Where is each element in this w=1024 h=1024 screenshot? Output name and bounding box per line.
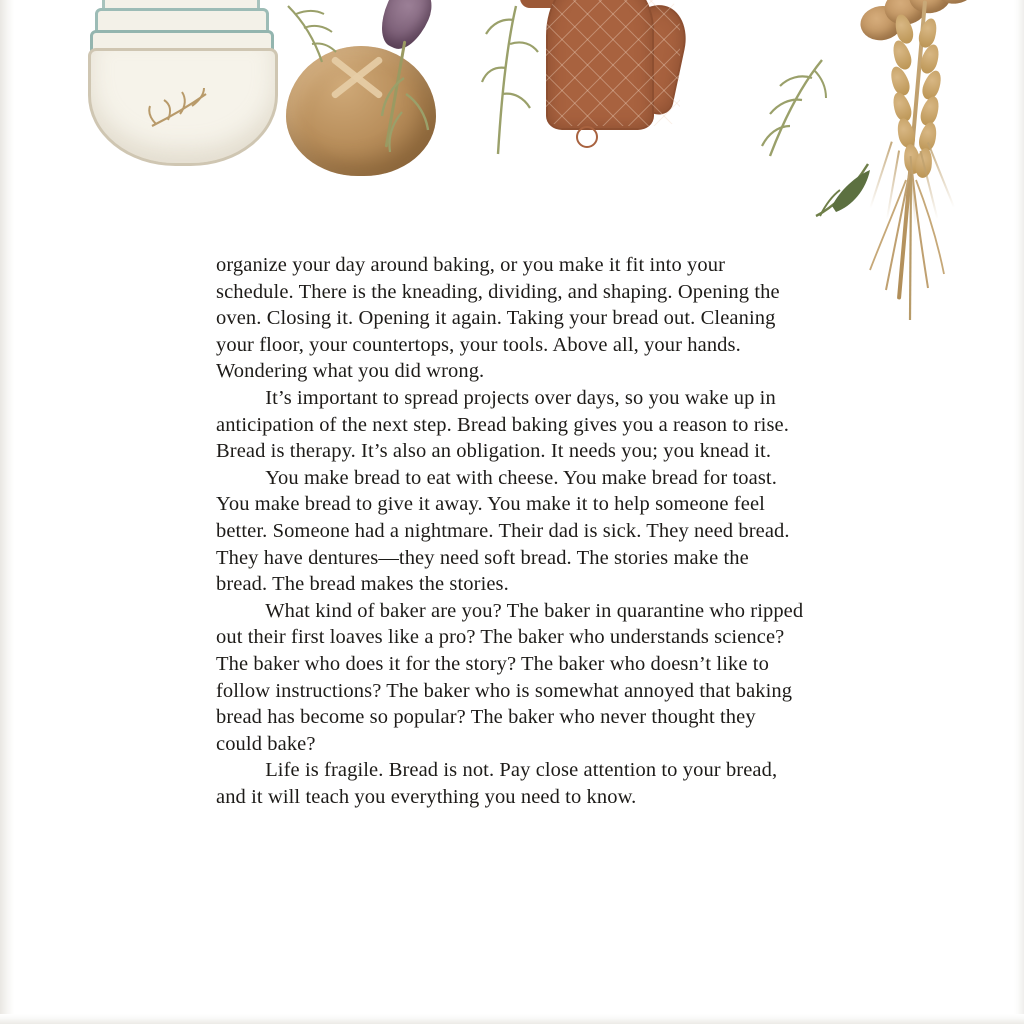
paragraph-5: Life is fragile. Bread is not. Pay close attention to your bread, and it will teach you everything you need to know. — [216, 759, 778, 808]
mitt-quilting — [546, 0, 680, 126]
nested-mixing-bowls-icon — [88, 0, 288, 186]
lavender-sprig-icon — [348, 0, 478, 162]
herb-sprig-icon-1 — [278, 0, 348, 80]
paragraph-3: You make bread to eat with cheese. You make bread for toast. You make bread to give it away. You make it to help someone feel better. Someone had a nightmare. Their dad is sick. They need bread. They have dentures—they need soft bread. The stories make the bread. The bread makes the stories. — [216, 466, 790, 596]
page-edge-bottom — [0, 1014, 1024, 1024]
paragraph-4: What kind of baker are you? The baker in quarantine who ripped out their first loaves like a pro? The baker who understands science? The baker who does it for the story? The baker who doesn’t like to follow instructions? The baker who is somewhat annoyed that baking bread has become so popular? The baker who never thought they could bake? — [216, 599, 804, 755]
lavender-leaves — [348, 0, 478, 162]
mitt-hanging-loop — [576, 126, 598, 148]
wheat-lower-awns — [836, 170, 986, 430]
bowl-wheat-motif — [146, 84, 220, 132]
wheat-stalk-icon — [836, 0, 986, 450]
illustration-band — [0, 0, 1024, 250]
paragraph-1: organize your day around baking, or you make it fit into your schedule. There is the kneading, dividing, and shaping. Opening the oven. Closing it. Opening it again. Taking your bread out. Cleaning your floor, your countertops, your tools. Above all, your hands. Wondering what you did wrong. — [216, 254, 780, 383]
paragraph-2: It’s important to spread projects over days, so you wake up in anticipation of the next step. Bread baking gives you a reason to rise. Bread is therapy. It’s also an obligation. It needs you; you knead it. — [216, 386, 789, 463]
oven-mitts-icon — [520, 0, 740, 176]
page-body-text — [216, 252, 804, 810]
